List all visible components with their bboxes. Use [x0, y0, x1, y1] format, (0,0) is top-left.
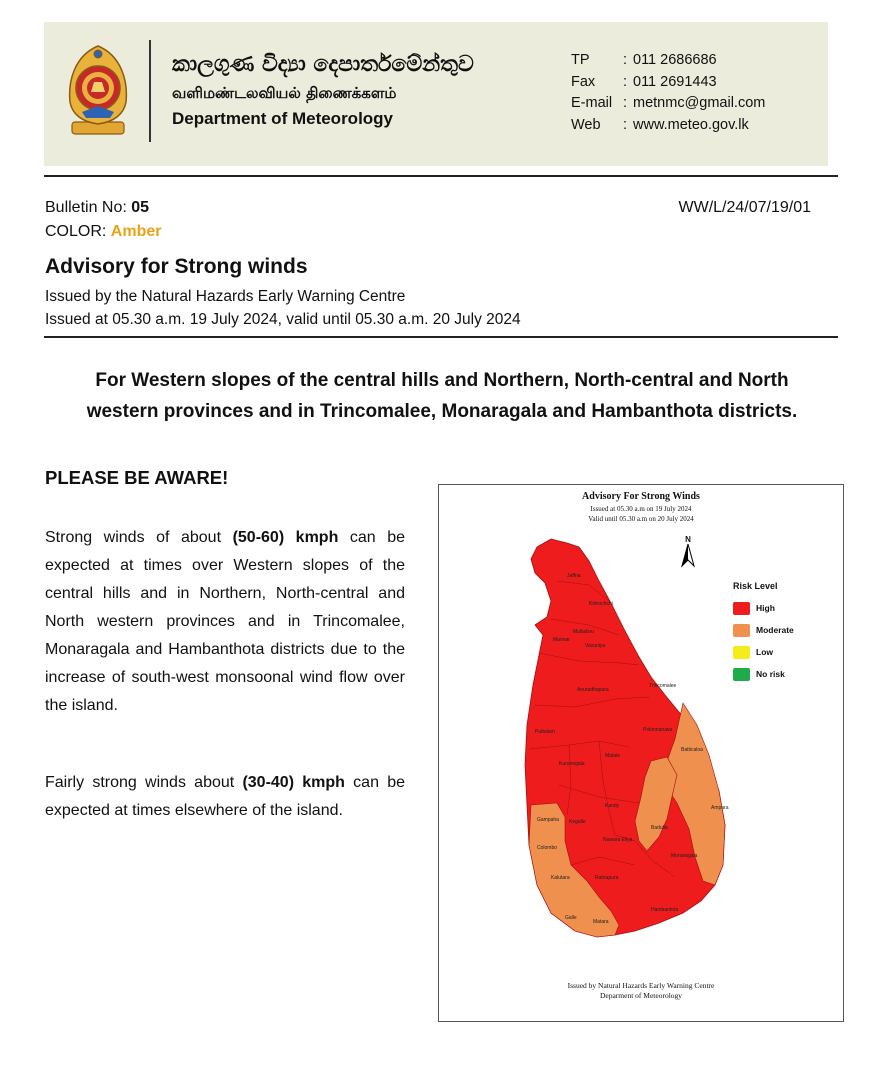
contact-row-tp: TP : 011 2686686	[571, 50, 765, 72]
legend-label: No risk	[756, 669, 785, 679]
legend-label: Moderate	[756, 625, 794, 635]
affected-areas-line: For Western slopes of the central hills and Northern, North-central and North	[95, 370, 789, 391]
bulletin-number: 05	[131, 199, 150, 216]
affected-areas	[44, 365, 840, 427]
paragraph-text: can be expected at times elsewhere of the island.	[45, 774, 405, 819]
legend-swatch	[733, 646, 750, 659]
map-footer-department: Deparment of Meteorology	[599, 991, 683, 1000]
district-label-mullaitivu: Mullaitivu	[573, 629, 594, 635]
legend-item-high	[733, 597, 794, 619]
advisory-title: Advisory for Strong winds	[45, 255, 308, 278]
section-rule	[44, 336, 838, 338]
please-be-aware: PLEASE BE AWARE!	[45, 467, 229, 488]
legend-title: Risk Level	[733, 581, 778, 591]
bulletin-reference: WW/L/24/07/19/01	[678, 199, 811, 216]
legend-item-moderate	[733, 619, 794, 641]
north-arrow-icon	[681, 544, 695, 568]
department-name	[172, 50, 474, 132]
north-arrow	[681, 535, 695, 573]
advisory-map	[438, 484, 844, 1022]
legend-item-low	[733, 641, 794, 663]
district-label-ampara: Ampara	[711, 805, 729, 811]
district-label-kurunegala: Kurunegala	[559, 761, 585, 767]
district-label-kegalle: Kegalle	[569, 819, 586, 825]
map-valid: Valid until 05.30 a.m on 20 July 2024	[588, 515, 694, 523]
strong-winds-paragraph	[45, 524, 405, 720]
district-label-polonnaruwa: Polonnaruwa	[643, 727, 673, 733]
district-label-batticaloa: Batticaloa	[681, 747, 703, 753]
issued-at: Issued at 05.30 a.m. 19 July 2024, valid until 05.30 a.m. 20 July 2024	[45, 311, 521, 328]
legend-swatch	[733, 668, 750, 681]
bulletin-label: Bulletin No:	[45, 199, 127, 216]
map-footer-issuer: Issued by Natural Hazards Early Warning Centre	[567, 981, 715, 990]
paragraph-text: Fairly strong winds about	[45, 774, 243, 791]
district-label-trincomalee: Trincomalee	[649, 683, 677, 689]
contact-row-fax: Fax : 011 2691443	[571, 72, 765, 94]
contact-key: TP	[571, 52, 590, 68]
contact-value: www.meteo.gov.lk	[633, 116, 749, 133]
department-name-tamil: வளிமண்டலவியல் திணைக்களம்	[172, 84, 397, 102]
color-label: COLOR:	[45, 223, 107, 240]
wind-speed: (30-40) kmph	[242, 774, 345, 791]
district-label-galle: Galle	[565, 915, 577, 921]
district-label-badulla: Badulla	[651, 825, 668, 831]
district-label-colombo: Colombo	[537, 845, 558, 851]
color-value: Amber	[110, 223, 162, 240]
map-legend	[733, 581, 794, 685]
contact-value: 011 2691443	[633, 73, 717, 90]
contact-row-web: Web : www.meteo.gov.lk	[571, 115, 765, 137]
issued-by: Issued by the Natural Hazards Early Warning Centre	[45, 288, 406, 305]
fairly-strong-winds-paragraph	[45, 769, 405, 825]
district-label-gampaha: Gampaha	[537, 817, 559, 823]
district-label-nuwara-eliya: Nuwara Eliya	[603, 837, 633, 843]
district-label-kalutara: Kalutara	[551, 875, 570, 881]
legend-item-no-risk	[733, 663, 794, 685]
paragraph-text: Strong winds of about	[45, 529, 233, 546]
wind-speed: (50-60) kmph	[232, 529, 339, 546]
letterhead	[44, 22, 828, 166]
district-label-ratnapura: Ratnapura	[595, 875, 619, 881]
paragraph-text: can be expected at times over Western slopes of the central hills and in Northern, North-central and North western provinces and in Trincomalee, Monaragala and Hambanthota districts due to the increase of south-west monsoonal wind flow over the island.	[45, 529, 405, 714]
contact-key: E-mail	[571, 95, 613, 111]
district-label-matale: Matale	[605, 753, 621, 759]
district-label-puttalam: Puttalam	[535, 729, 555, 735]
header-rule	[44, 175, 838, 177]
district-label-hambantota: Hambantota	[651, 907, 679, 913]
contact-value: 011 2686686	[633, 52, 717, 68]
legend-label: Low	[756, 647, 773, 657]
district-label-kandy: Kandy	[605, 803, 620, 809]
district-label-monaragala: Monaragala	[671, 853, 698, 859]
bulletin-info	[45, 196, 161, 244]
header-divider	[149, 40, 151, 142]
district-label-matara: Matara	[593, 919, 609, 925]
department-name-sinhala: කාලගුණ විද්‍යා දෙපාර්තමේන්තුව	[172, 52, 474, 77]
legend-swatch	[733, 624, 750, 637]
district-label-jaffna: Jaffna	[567, 573, 581, 579]
legend-label: High	[756, 603, 775, 613]
district-label-kilinochchi: Kilinochchi	[589, 601, 613, 607]
contact-key: Fax	[571, 73, 596, 90]
map-title: Advisory For Strong Winds	[582, 491, 700, 502]
district-label-mannar: Mannar	[553, 637, 570, 643]
contact-key: Web	[571, 116, 601, 133]
contact-details	[571, 50, 765, 136]
contact-value: metnmc@gmail.com	[633, 95, 766, 111]
legend-swatch	[733, 602, 750, 615]
map-issued: Issued at 05.30 a.m on 19 July 2024	[590, 505, 692, 513]
sri-lanka-map	[439, 485, 843, 1021]
issue-details	[45, 285, 521, 331]
north-label: N	[685, 535, 691, 544]
affected-areas-line: western provinces and in Trincomalee, Monaragala and Hambanthota districts.	[86, 401, 798, 422]
district-label-vavuniya: Vavuniya	[585, 643, 606, 649]
district-label-anuradhapura: Anuradhapura	[577, 687, 609, 693]
sri-lanka-emblem-icon	[64, 42, 132, 138]
department-name-english: Department of Meteorology	[172, 109, 394, 128]
contact-row-email: E-mail : metnmc@gmail.com	[571, 93, 765, 115]
